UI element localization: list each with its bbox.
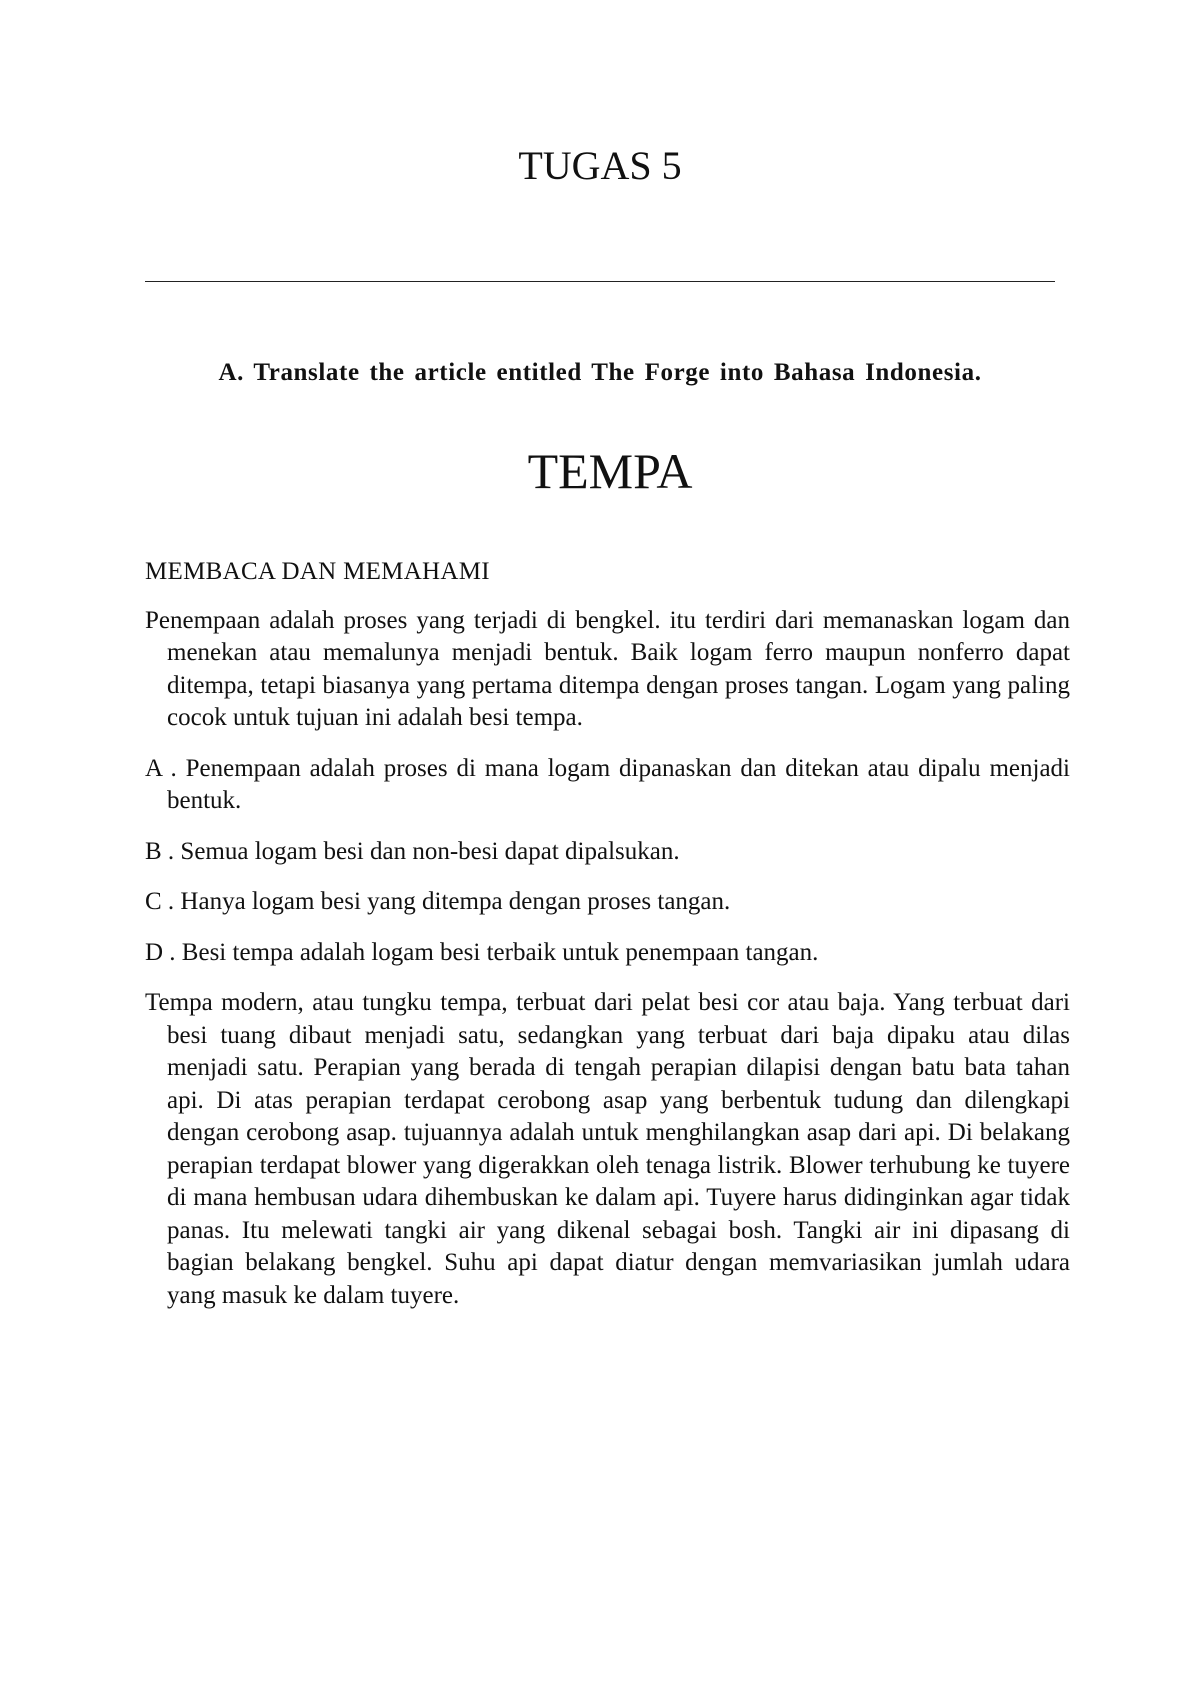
horizontal-rule bbox=[145, 281, 1055, 282]
option-d: D . Besi tempa adalah logam besi terbaik untuk penempaan tangan. bbox=[145, 938, 819, 966]
document-title: TUGAS 5 bbox=[518, 143, 682, 188]
article-title: TEMPA bbox=[527, 443, 693, 499]
option-b: B . Semua logam besi dan non-besi dapat dipalsukan. bbox=[145, 837, 680, 865]
paragraph-forge: Tempa modern, atau tungku tempa, terbuat dari pelat besi cor atau baja. Yang terbuat dari besi tuang dibaut menjadi satu, sedangkan yang terbuat dari baja dipaku atau dilas menjadi satu. Perapian yang berada di tengah perapian dilapisi dengan batu bata tahan api. Di atas perapian terdapat cerobong asap yang berbentuk tudung dan dilengkapi dengan cerobong asap. tujuannya adalah untuk menghilangkan asap dari api. Di belakang perapian terdapat blower yang digerakkan oleh tenaga listrik. Blower terhubung ke tuyere di mana hembusan udara dihembuskan ke dalam api. Tuyere harus didinginkan agar tidak panas. Itu melewati tangki air yang dikenal sebagai bosh. Tangki air ini dipasang di bagian belakang bengkel. Suhu api dapat diatur dengan memvariasikan jumlah udara yang masuk ke dalam tuyere. bbox=[145, 989, 1070, 1309]
option-c: C . Hanya logam besi yang ditempa dengan proses tangan. bbox=[145, 888, 731, 915]
paragraph-intro: Penempaan adalah proses yang terjadi di bengkel. itu terdiri dari memanaskan logam dan menekan atau memalunya menjadi bentuk. Baik logam ferro maupun nonferro dapat ditempa, tetapi biasanya yang pertama ditempa dengan proses tangan. Logam yang paling cocok untuk tujuan ini adalah besi tempa. bbox=[145, 606, 1070, 731]
option-a: A . Penempaan adalah proses di mana logam dipanaskan dan ditekan atau dipalu menjadi bentuk. bbox=[145, 754, 1070, 814]
section-heading: MEMBACA DAN MEMAHAMI bbox=[145, 558, 490, 585]
instruction-text: A. Translate the article entitled The Forge into Bahasa Indonesia. bbox=[218, 359, 982, 386]
article-body bbox=[145, 556, 1070, 1330]
